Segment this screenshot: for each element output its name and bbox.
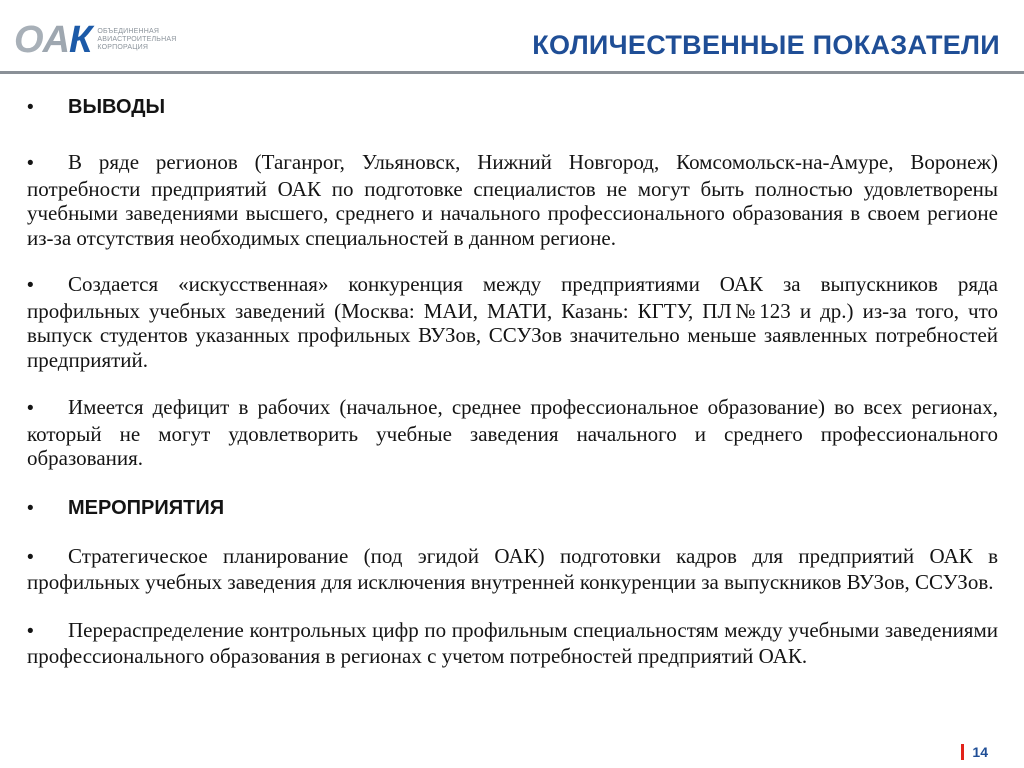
- bullet-paragraph: [27, 272, 998, 372]
- bullet-paragraph: [27, 395, 998, 471]
- page-number: 14: [972, 744, 988, 760]
- slide-footer: [961, 744, 988, 760]
- bullet-icon: •: [27, 497, 34, 519]
- oak-logo: [14, 16, 224, 64]
- bullet-paragraph-text: Имеется дефицит в рабочих (начальное, среднее профессиональное образование) во всех регионах, который не могут удовлетворить учебные заведения начального и среднего профессионального образования.: [27, 395, 998, 470]
- section-heading-conclusions: [27, 94, 998, 121]
- bullet-icon: •: [27, 275, 34, 296]
- bullet-paragraph: [27, 150, 998, 250]
- bullet-paragraph-text: Перераспределение контрольных цифр по профильным специальностям между учебными заведениями профессионального образования в регионах с учетом потребностей предприятий ОАК.: [27, 617, 998, 668]
- slide-title: КОЛИЧЕСТВЕННЫЕ ПОКАЗАТЕЛИ: [532, 30, 1000, 60]
- logo-mark: [14, 21, 91, 59]
- logo-caption-line: АВИАСТРОИТЕЛЬНАЯ: [97, 36, 177, 43]
- bullet-paragraph: [27, 544, 998, 595]
- slide-content: [27, 94, 998, 669]
- header-divider: [0, 71, 1024, 74]
- bullet-icon: •: [27, 398, 34, 419]
- logo-caption-line: КОРПОРАЦИЯ: [97, 44, 149, 51]
- bullet-icon: •: [27, 97, 34, 118]
- bullet-paragraph-text: Создается «искусственная» конкуренция между предприятиями ОАК за выпускников ряда профильных учебных заведений (Москва: МАИ, МАТИ, Казань: КГТУ, ПЛ№123 и др.) из-за того, что выпуск студентов указанных профильных ВУЗов, ССУЗов значительно меньше заявленных потребностей предприятий.: [27, 272, 998, 372]
- bullet-icon: •: [27, 153, 34, 174]
- section-heading-text: МЕРОПРИЯТИЯ: [68, 496, 225, 519]
- bullet-icon: •: [27, 546, 34, 568]
- logo-caption: [97, 28, 176, 52]
- bullet-paragraph-text: В ряде регионов (Таганрог, Ульяновск, Нижний Новгород, Комсомольск-на-Амуре, Воронеж) потребности предприятий ОАК по подготовке специалистов не могут быть полностью удовлетворены учебными заведениями высшего, среднего и начального профессионального образования в своем регионе из-за отсутствия необходимых специальностей в данном регионе.: [27, 150, 998, 250]
- bullet-icon: •: [27, 620, 34, 642]
- bullet-paragraph: [27, 618, 998, 669]
- bullet-paragraph-text: Стратегическое планирование (под эгидой ОАК) подготовки кадров для предприятий ОАК в профильных учебных заведения для исключения внутренней конкуренции за выпускников ВУЗов, ССУЗов.: [27, 543, 998, 594]
- footer-accent-bar: [961, 744, 964, 760]
- logo-caption-line: ОБЪЕДИНЕННАЯ: [97, 28, 160, 35]
- logo-letter-o: О: [14, 19, 43, 61]
- logo-letter-a: А: [42, 19, 70, 61]
- logo-letter-k: К: [69, 19, 92, 61]
- section-heading-text: ВЫВОДЫ: [68, 96, 166, 118]
- section-heading-measures: [27, 495, 998, 522]
